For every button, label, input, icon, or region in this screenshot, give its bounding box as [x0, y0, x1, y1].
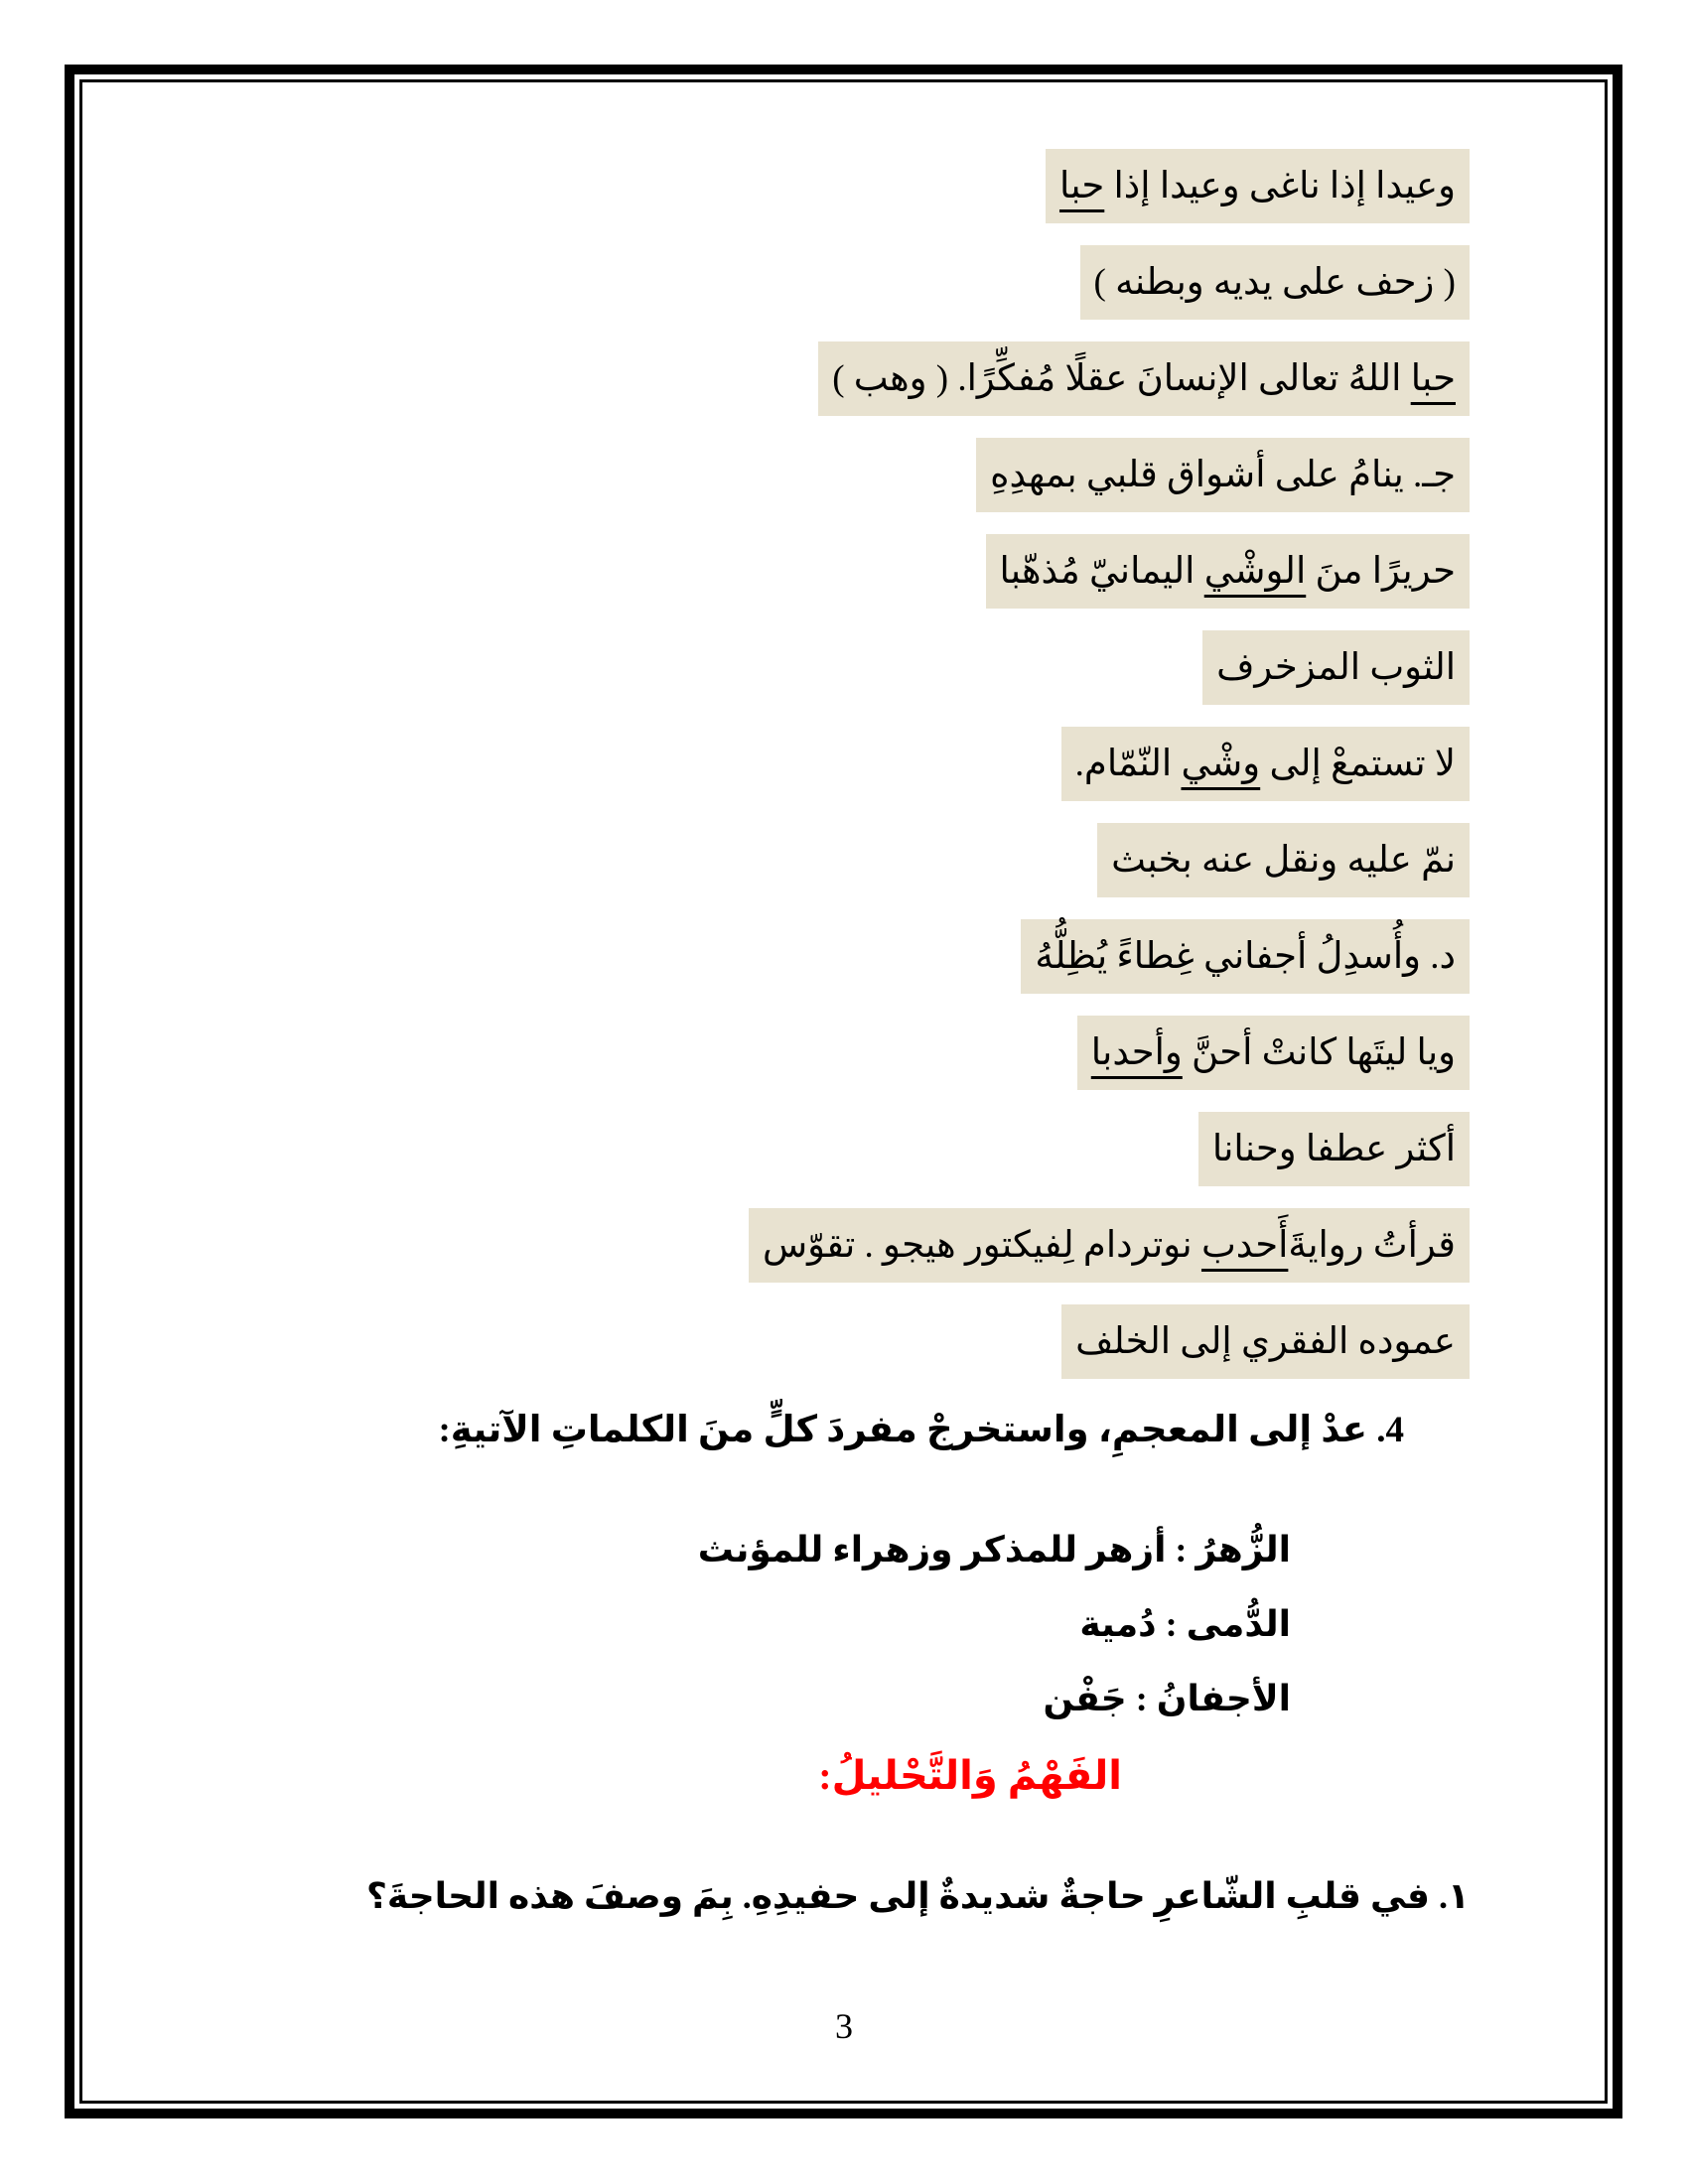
text-segment: عموده الفقري إلى الخلف — [1075, 1321, 1456, 1362]
highlighted-verse-line — [172, 823, 1470, 897]
text-segment: قرأتُ روايةَ — [1288, 1225, 1456, 1266]
text-segment: 4. عدْ إلى المعجمِ، واستخرجْ مفردَ كلٍّ منَ الكلماتِ الآتيةِ: — [438, 1410, 1404, 1450]
underlined-word: الوشْي — [1203, 551, 1307, 592]
text-segment: نمّ عليه ونقل عنه بخبث — [1111, 840, 1456, 881]
section-heading — [172, 1746, 1122, 1806]
underlined-word: وشْي — [1181, 744, 1261, 784]
text-segment: اللهُ تعالى الإنسانَ عقلًا مُفكِّرًا. ( وهب ) — [832, 358, 1411, 399]
highlighted-verse-line — [172, 727, 1470, 801]
text-segment: ١. في قلبِ الشّاعرِ حاجةٌ شديدةٌ إلى حفيدِهِ. بِمَ وصفَ هذه الحاجةَ؟ — [365, 1876, 1470, 1916]
highlighted-verse-line — [172, 1016, 1470, 1090]
highlighted-verse-line — [172, 1304, 1470, 1379]
text-segment: ويا ليتَها كانتْ أحنَّ — [1182, 1032, 1456, 1073]
text-segment: لا تستمعْ إلى — [1260, 744, 1456, 784]
text-segment: جـ. ينامُ على أشواق قلبي بمهدِهِ — [990, 455, 1456, 495]
underlined-word: وأحدبا — [1090, 1032, 1183, 1073]
highlighted-verse-line — [172, 919, 1470, 994]
exercise-item — [172, 1401, 1404, 1460]
text-segment: النّمّام. — [1074, 744, 1182, 784]
text-segment: ( زحف على يديه وبطنه ) — [1093, 262, 1456, 303]
highlighted-verse-line — [172, 438, 1470, 512]
definition-line — [172, 1587, 1291, 1662]
text-segment: الزُّهرُ : أزهر للمذكر وزهراء للمؤنث — [697, 1530, 1291, 1570]
text-segment: الأجفانُ : جَفْن — [1043, 1679, 1291, 1718]
highlighted-verse-line — [172, 534, 1470, 609]
definition-line — [172, 1662, 1291, 1736]
text-segment: وعيدا إذا ناغى وعيدا إذا — [1104, 166, 1456, 206]
highlighted-verse-line — [172, 1208, 1470, 1283]
text-segment: نوتردام لِفيكتور هيجو . تقوّس — [762, 1225, 1201, 1266]
text-segment: اليمانيّ مُذهّبا — [999, 551, 1204, 592]
underlined-word: أَحدب — [1200, 1225, 1289, 1266]
page-number: 3 — [835, 2006, 853, 2046]
highlighted-verse-line — [172, 245, 1470, 320]
text-segment: الفَهْمُ وَالتَّحْليلُ: — [818, 1753, 1122, 1798]
highlighted-verse-line — [172, 149, 1470, 223]
underlined-word: حبا — [1058, 166, 1105, 206]
text-segment: الثوب المزخرف — [1216, 647, 1456, 688]
definition-line — [172, 1513, 1291, 1587]
page-content — [82, 82, 1606, 2102]
text-segment: الدُّمى : دُمية — [1079, 1604, 1291, 1644]
text-segment: د. وأُسدِلُ أجفاني غِطاءً يُظِلُّهُ — [1035, 936, 1456, 977]
highlighted-verse-line — [172, 1112, 1470, 1186]
text-segment: أكثر عطفا وحنانا — [1211, 1129, 1456, 1169]
question-line — [172, 1866, 1470, 1926]
underlined-word: حبا — [1410, 358, 1456, 399]
text-segment: حريرًا منَ — [1306, 551, 1456, 592]
highlighted-verse-line — [172, 630, 1470, 705]
highlighted-verse-line — [172, 341, 1470, 416]
